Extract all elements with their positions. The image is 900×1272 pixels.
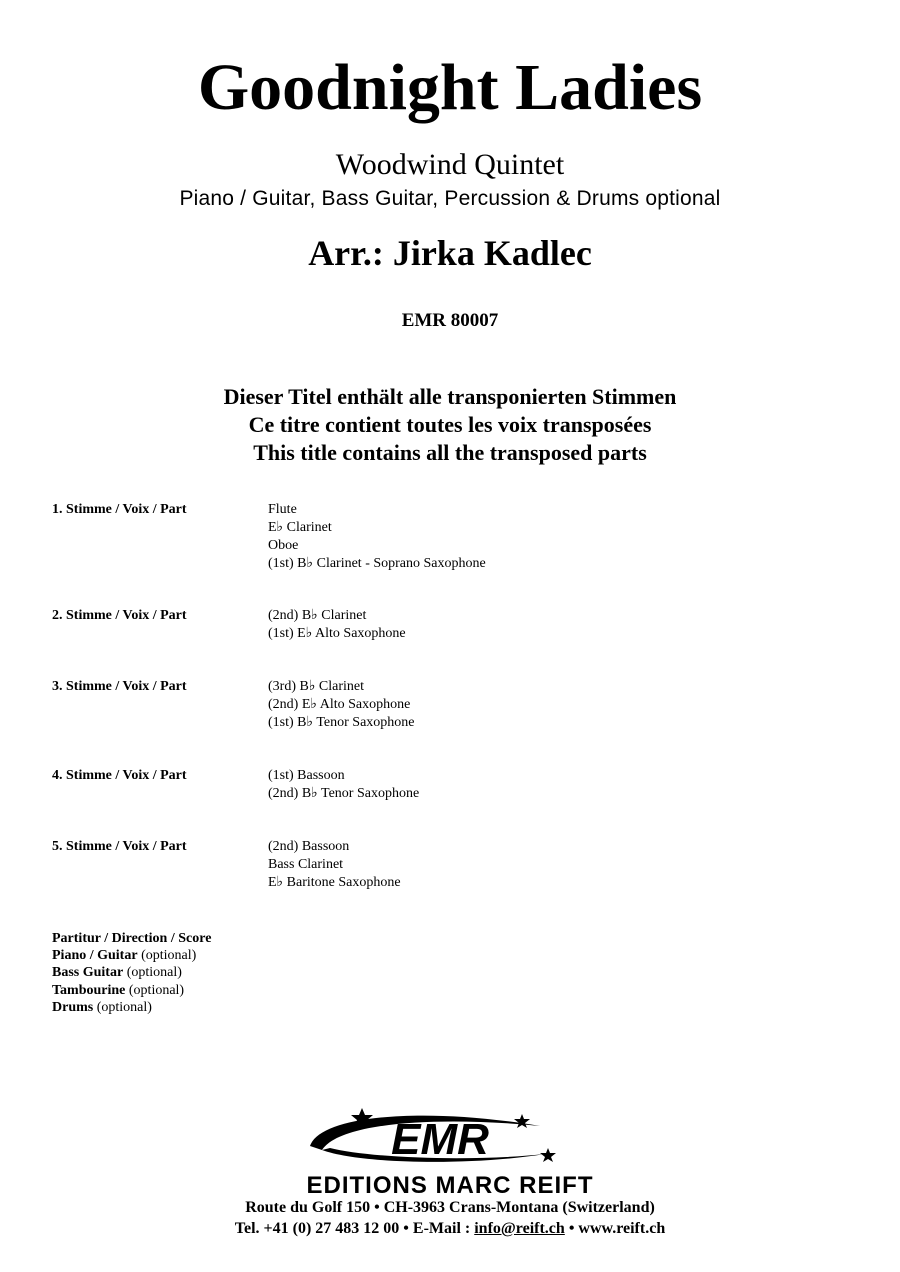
notice-english: This title contains all the transposed parts [253,440,647,465]
extra-item-piano-guitar: Piano / Guitar (optional) [52,948,197,964]
website-text: • www.reift.ch [564,1220,666,1237]
notice-french: Ce titre contient toutes les voix transposées [248,412,652,437]
instrument-item: (1st) E♭ Alto Saxophone [268,626,406,641]
instrument-item: E♭ Clarinet [268,520,332,535]
part-instrument-list [268,678,415,732]
emr-logo [300,1104,570,1174]
star-icon [514,1114,530,1128]
email-link[interactable]: info@reift.ch [474,1220,565,1237]
page-title: Goodnight Ladies [197,51,703,124]
arranger: Arr.: Jirka Kadlec [308,233,592,273]
catalog-number: EMR 80007 [401,310,499,331]
contact-phone: Tel. +41 (0) 27 483 12 00 • E-Mail : [234,1220,475,1237]
instrument-item: (2nd) E♭ Alto Saxophone [268,697,411,712]
part-label: 3. Stimme / Voix / Part [52,679,187,694]
part-instrument-list [268,607,406,643]
part-label: 2. Stimme / Voix / Part [52,608,187,623]
part-instrument-list [268,767,419,803]
instrument-item: (2nd) B♭ Clarinet [268,608,367,623]
instrument-item: E♭ Baritone Saxophone [268,875,401,890]
instrument-item: (1st) Bassoon [268,768,345,783]
instrument-item: (1st) B♭ Tenor Saxophone [268,715,415,730]
extra-parts-list [52,930,211,1016]
notice-german: Dieser Titel enthält alle transponierten Stimmen [223,384,677,409]
optional-instruments: Piano / Guitar, Bass Guitar, Percussion & Drums optional [179,187,721,210]
subtitle: Woodwind Quintet [335,148,565,181]
instrument-item: (1st) B♭ Clarinet - Soprano Saxophone [268,556,486,571]
part-instrument-list [268,838,401,892]
logo-text: EMR [391,1115,489,1164]
instrument-item: (2nd) B♭ Tenor Saxophone [268,786,420,801]
publisher-contact [0,1219,900,1238]
instrument-item: (2nd) Bassoon [268,839,350,854]
extra-item-tambourine: Tambourine (optional) [52,982,185,998]
star-icon [540,1148,556,1162]
part-label: 4. Stimme / Voix / Part [52,768,187,783]
instrument-item: Bass Clarinet [268,857,344,872]
part-label: 1. Stimme / Voix / Part [52,502,187,517]
instrument-item: Flute [268,502,297,517]
instrument-item: Oboe [268,538,299,553]
instrument-item: (3rd) B♭ Clarinet [268,679,365,694]
part-label: 5. Stimme / Voix / Part [52,839,187,854]
publisher-address: Route du Golf 150 • CH-3963 Crans-Montana (Switzerland) [245,1199,655,1216]
extra-item-drums: Drums (optional) [52,999,152,1015]
extra-item-score: Partitur / Direction / Score [52,931,212,946]
part-instrument-list [268,501,486,573]
extra-item-bass-guitar: Bass Guitar (optional) [52,965,182,981]
publisher-name: EDITIONS MARC REIFT [306,1172,594,1199]
